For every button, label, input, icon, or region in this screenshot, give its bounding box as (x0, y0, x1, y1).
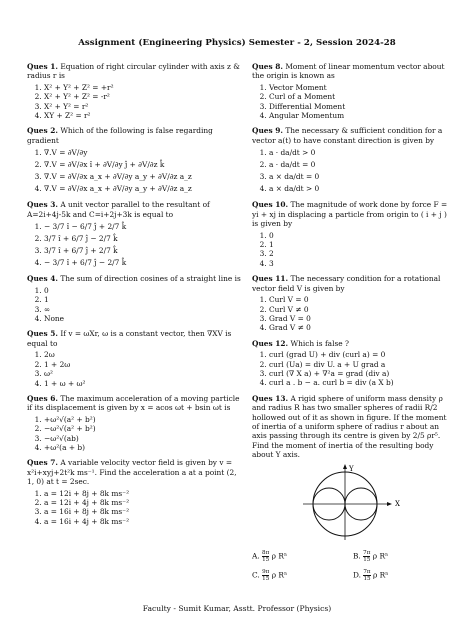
question-text: The sum of direction cosines of a straight line is (60, 274, 241, 284)
option: 4. XY + Z² = r² (44, 111, 242, 120)
question-9 (252, 126, 454, 194)
options-list (27, 221, 242, 268)
left-column (27, 62, 242, 526)
options-list (27, 147, 242, 194)
option: 3. 2 (269, 249, 454, 258)
options-list (252, 295, 454, 333)
option: 2. Curl of a Moment (269, 92, 454, 101)
question-label: Ques 10. (252, 200, 289, 210)
question-7 (27, 458, 242, 526)
question-11 (252, 274, 454, 332)
options-list (27, 350, 242, 388)
option: 1. ∇.V = ∂V/∂y (44, 147, 242, 159)
option: 3. X² + Y² = r² (44, 102, 242, 111)
question-text: A variable velocity vector field is given by v = x²i+xyj+2t²k ms⁻¹. Find the acceleration a at a point (2, 1, 0) at t = 2sec. (27, 458, 237, 487)
option: 1. Curl V = 0 (269, 295, 454, 304)
question-label: Ques 2. (27, 126, 58, 136)
option: 2. a · da/dt = 0 (269, 159, 454, 171)
options-list (252, 147, 454, 194)
option: 4. Grad V ≠ 0 (269, 323, 454, 332)
question-label: Ques 5. (27, 329, 58, 339)
option: 4. ∇.V = ∂V/∂x a_x + ∂V/∂y a_y + ∂V/∂z a_z (44, 183, 242, 195)
options-list (252, 231, 454, 269)
option: 3. a = 16i + 8j + 8k ms⁻² (44, 507, 242, 516)
answer-choices (252, 550, 454, 582)
option: 2. 1 (269, 240, 454, 249)
question-label: Ques 3. (27, 200, 58, 210)
choice-a: A. $\frac{8\pi}{15}$ ρ R⁵ (252, 550, 287, 563)
question-3 (27, 200, 242, 268)
question-text: Moment of linear momentum vector about the origin is known as (252, 62, 445, 81)
option: 3. curl (∇ X a) + ∇²a = grad (div a) (269, 369, 454, 378)
option: 2. ∇.V = ∂V/∂x î + ∂V/∂y ĵ + ∂V/∂z k̂ (44, 159, 242, 171)
option: 2. a = 12i + 4j + 8k ms⁻² (44, 498, 242, 507)
option: 2. Curl V ≠ 0 (269, 305, 454, 314)
question-6 (27, 394, 242, 452)
choice-c: C. $\frac{9\pi}{15}$ ρ R⁵ (252, 569, 287, 582)
question-label: Ques 8. (252, 62, 283, 71)
question-label: Ques 6. (27, 393, 58, 403)
question-text: If v = ωXr, ω is a constant vector, then ∇XV is equal to (27, 329, 232, 348)
question-text: The necessary & sufficient condition for a vector a(t) to have constant direction is given by (252, 126, 443, 145)
question-text: A unit vector parallel to the resultant of A=2i+4j-5k and C=i+2j+3k is equal to (27, 200, 210, 219)
option: 3. ∇.V = ∂V/∂x a_x + ∂V/∂y a_y + ∂V/∂z a_z (44, 171, 242, 183)
page-footer: Faculty - Sumit Kumar, Asstt. Professor (Physics) (142, 604, 332, 613)
hollow-sphere-figure (297, 464, 417, 542)
question-10 (252, 200, 454, 268)
option: 2. −ω²√(a² + b²) (44, 424, 242, 433)
question-13 (252, 394, 454, 582)
options-list (27, 489, 242, 527)
option: 4. curl a . b − a. curl b = div (a X b) (269, 378, 454, 387)
option: 2. 1 (44, 295, 242, 304)
question-label: Ques 4. (27, 274, 58, 284)
option: 4. − 3/7 î + 6/7 ĵ − 2/7 k̂ (44, 257, 242, 269)
question-text: The maximum acceleration of a moving particle if its displacement is given by x = acos ωt + bsin ωt is (27, 393, 240, 413)
option: 1. +ω²√(a² + b²) (44, 415, 242, 424)
question-text: Which of the following is false regarding gradient (27, 126, 213, 145)
option: 4. 1 + ω + ω² (44, 379, 242, 388)
y-axis-arrow (343, 464, 347, 469)
assignment-title: Assignment (Engineering Physics) Semester - 2, Session 2024-28 (78, 38, 396, 48)
option: 1. a = 12i + 8j + 8k ms⁻² (44, 489, 242, 498)
option: 4. Angular Momentum (269, 111, 454, 120)
option: 3. ∞ (44, 305, 242, 314)
option: 3. 3/7 î + 6/7 ĵ + 2/7 k̂ (44, 245, 242, 257)
right-column (252, 62, 454, 582)
option: 3. Grad V = 0 (269, 314, 454, 323)
option: 3. Differential Moment (269, 102, 454, 111)
options-list (252, 350, 454, 388)
option: 3. a × da/dt = 0 (269, 171, 454, 183)
option: 1. Vector Moment (269, 83, 454, 92)
question-4 (27, 274, 242, 323)
question-2 (27, 126, 242, 194)
option: 4. a × da/dt > 0 (269, 183, 454, 195)
question-text: Which is false ? (290, 338, 349, 348)
choice-b: B. $\frac{7\pi}{15}$ ρ R⁵ (353, 550, 388, 563)
option: 1. a · da/dt > 0 (269, 147, 454, 159)
option: 1. 2ω (44, 350, 242, 359)
question-5 (27, 329, 242, 387)
option: 4. 3 (269, 259, 454, 268)
options-list (252, 83, 454, 121)
option: 1. X² + Y² + Z² = +r² (44, 83, 242, 92)
option: 3. ω² (44, 369, 242, 378)
question-text: Equation of right circular cylinder with axis z & radius r is (27, 62, 240, 81)
option: 2. 1 + 2ω (44, 360, 242, 369)
option: 4. +ω²(a + b) (44, 443, 242, 452)
question-text: The necessary condition for a rotational vector field V is given by (252, 274, 441, 293)
option: 4. None (44, 314, 242, 323)
option: 2. 3/7 î + 6/7 ĵ − 2/7 k̂ (44, 233, 242, 245)
question-label: Ques 12. (252, 338, 289, 348)
question-label: Ques 9. (252, 126, 283, 136)
question-text: The magnitude of work done by force F = yi + xj in displacing a particle from origin to ( i + j ) is given by (252, 200, 448, 229)
option: 1. − 3/7 î − 6/7 ĵ + 2/7 k̂ (44, 221, 242, 233)
option: 2. X² + Y² + Z² = -r² (44, 92, 242, 101)
question-label: Ques 1. (27, 62, 58, 71)
options-list (27, 415, 242, 453)
choice-d: D. $\frac{7\pi}{15}$ ρ R⁵ (353, 569, 389, 582)
question-label: Ques 11. (252, 274, 289, 284)
question-8 (252, 62, 454, 120)
x-axis-arrow (387, 502, 392, 506)
y-axis-label: Y (349, 464, 354, 473)
options-list (27, 286, 242, 324)
question-12 (252, 339, 454, 388)
option: 2. curl (Ua) = div U. a + U grad a (269, 360, 454, 369)
question-1 (27, 62, 242, 120)
option: 4. a = 16i + 4j + 8k ms⁻² (44, 517, 242, 526)
option: 1. 0 (44, 286, 242, 295)
option: 1. curl (grad U) + div (curl a) = 0 (269, 350, 454, 359)
options-list (27, 83, 242, 121)
question-label: Ques 7. (27, 458, 58, 468)
option: 1. 0 (269, 231, 454, 240)
x-axis-label: X (395, 499, 400, 508)
option: 3. −ω²√(ab) (44, 434, 242, 443)
question-text: A rigid sphere of uniform mass density ρ and radius R has two smaller spheres of radii R/2 hollowed out of it as shown in figure. If the moment of inertia of a uniform sphere of radius r about an axis passing through its centre is given by 2/5 ρr⁵. Find the moment of inertia of the resulting body about Y axis. (252, 393, 447, 460)
question-label: Ques 13. (252, 393, 289, 403)
